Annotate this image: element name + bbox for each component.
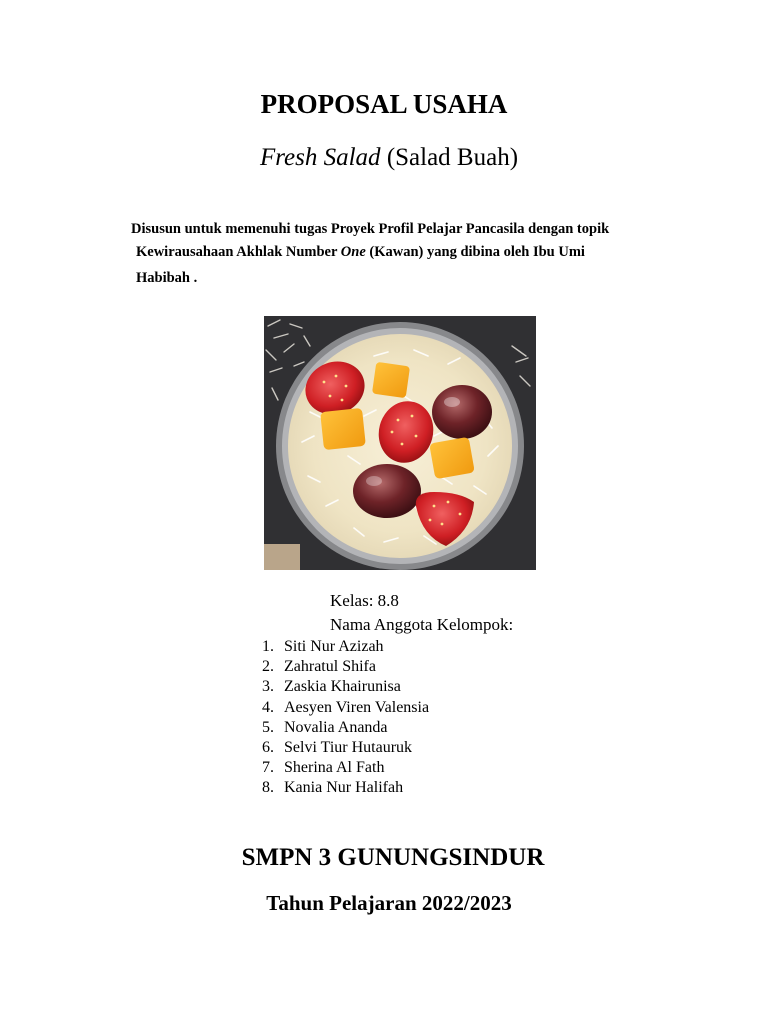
member-name: Sherina Al Fath	[284, 759, 385, 777]
list-item	[262, 677, 429, 697]
list-number: 4.	[262, 698, 274, 716]
list-number: 6.	[262, 739, 274, 757]
list-item	[262, 698, 429, 718]
subtitle-normal: (Salad Buah)	[386, 144, 519, 171]
document-title: PROPOSAL USAHA	[260, 89, 508, 119]
member-name: Zaskia Khairunisa	[284, 678, 401, 696]
description-line-2-start: Kewirausahaan Akhlak Number	[136, 244, 341, 260]
fruit-salad-photo	[264, 316, 536, 570]
list-item	[262, 758, 429, 778]
list-number: 7.	[262, 759, 274, 777]
member-name: Kania Nur Halifah	[284, 779, 404, 797]
members-list	[262, 637, 429, 799]
list-item	[262, 637, 429, 657]
member-name: Novalia Ananda	[284, 718, 388, 736]
document-subtitle	[0, 141, 768, 175]
academic-year: Tahun Pelajaran 2022/2023	[266, 891, 512, 915]
members-heading: Nama Anggota Kelompok:	[330, 615, 514, 634]
school-name: SMPN 3 GUNUNGSINDUR	[241, 844, 545, 871]
description-line-1: Disusun untuk memenuhi tugas Proyek Profil Pelajar Pancasila dengan topik	[131, 221, 610, 237]
description-line-2	[136, 242, 585, 262]
description-line-2-end: (Kawan) yang dibina oleh Ibu Umi	[365, 244, 585, 260]
list-item	[262, 718, 429, 738]
list-item	[262, 778, 429, 798]
list-number: 1.	[262, 638, 274, 655]
list-item	[262, 738, 429, 758]
list-number: 8.	[262, 779, 274, 797]
member-name: Aesyen Viren Valensia	[284, 698, 430, 716]
description-line-3: Habibah .	[136, 270, 198, 286]
list-number: 5.	[262, 718, 274, 736]
member-name: Siti Nur Azizah	[284, 638, 384, 655]
member-name: Zahratul Shifa	[284, 658, 376, 676]
class-info: Kelas: 8.8	[330, 591, 399, 610]
description-line-2-italic: One	[340, 244, 366, 260]
list-item	[262, 657, 429, 677]
member-name: Selvi Tiur Hutauruk	[284, 739, 413, 757]
list-number: 3.	[262, 678, 274, 696]
subtitle-italic: Fresh Salad	[259, 144, 381, 171]
list-number: 2.	[262, 658, 274, 676]
